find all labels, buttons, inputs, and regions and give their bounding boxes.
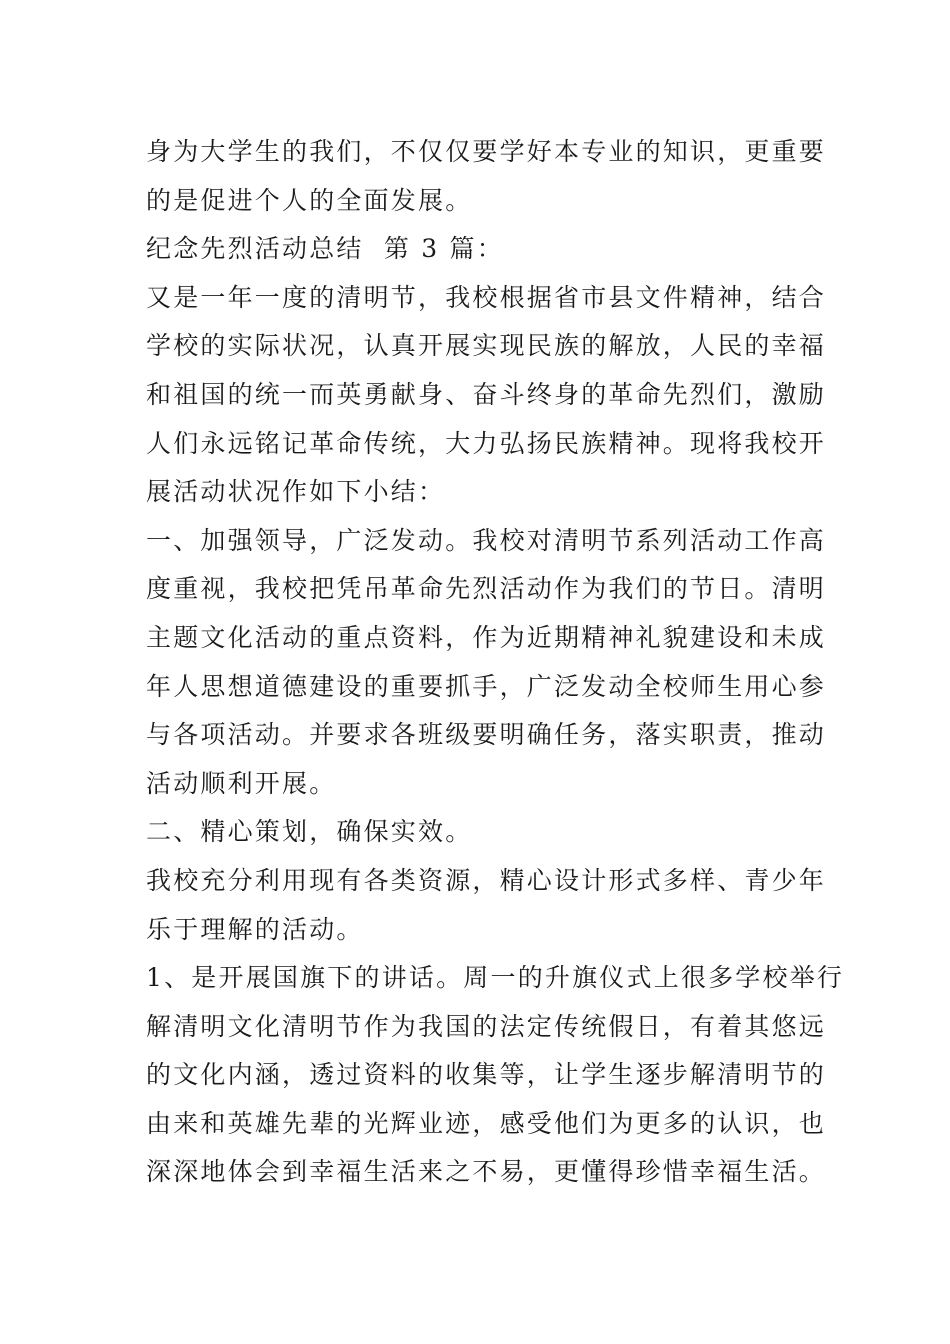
paragraph-resources [146,857,827,954]
text-line: 与各项活动。并要求各班级要明确任务，落实职责，推动 [146,720,827,750]
paragraph-flag-speech [146,954,845,1197]
text-line: 的文化内涵，透过资料的收集等，让学生逐步解清明节的 [146,1060,827,1090]
text-line: 又是一年一度的清明节，我校根据省市县文件精神，结合 [146,282,827,312]
text-line: 二、精心策划，确保实效。 [146,817,473,847]
text-line: 和祖国的统一而英勇献身、奋斗终身的革命先烈们，激励 [146,379,827,409]
text-line: 1、是开展国旗下的讲话。周一的升旗仪式上很多学校举行 [146,963,845,993]
text-line: 度重视，我校把凭吊革命先烈活动作为我们的节日。清明 [146,574,827,604]
text-line: 我校充分利用现有各类资源，精心设计形式多样、青少年 [146,865,827,895]
section-heading [146,225,814,274]
text-line: 活动顺利开展。 [146,768,337,798]
text-line: 深深地体会到幸福生活来之不易，更懂得珍惜幸福生活。 [146,1157,827,1187]
heading-line: 纪念先烈活动总结 第 3 篇： [146,234,504,264]
document-body [146,128,845,1197]
text-line: 身为大学生的我们，不仅仅要学好本专业的知识，更重要 [146,137,827,166]
paragraph-leadership [146,517,827,809]
text-line: 学校的实际状况，认真开展实现民族的解放，人民的幸福 [146,331,827,361]
paragraph-intro-end [146,128,827,225]
text-line: 展活动状况作如下小结： [146,477,446,507]
text-line: 一、加强领导，广泛发动。我校对清明节系列活动工作高 [146,525,827,555]
text-line: 乐于理解的活动。 [146,914,364,944]
paragraph-opening [146,274,827,517]
text-line: 年人思想道德建设的重要抓手，广泛发动全校师生用心参 [146,671,827,701]
text-line: 人们永远铭记革命传统，大力弘扬民族精神。现将我校开 [146,428,827,458]
paragraph-planning-heading [146,808,814,857]
text-line: 的是促进个人的全面发展。 [146,185,473,215]
text-line: 主题文化活动的重点资料，作为近期精神礼貌建设和未成 [146,622,827,652]
text-line: 解清明文化清明节作为我国的法定传统假日，有着其悠远 [146,1011,827,1041]
text-line: 由来和英雄先辈的光辉业迹，感受他们为更多的认识，也 [146,1108,827,1138]
